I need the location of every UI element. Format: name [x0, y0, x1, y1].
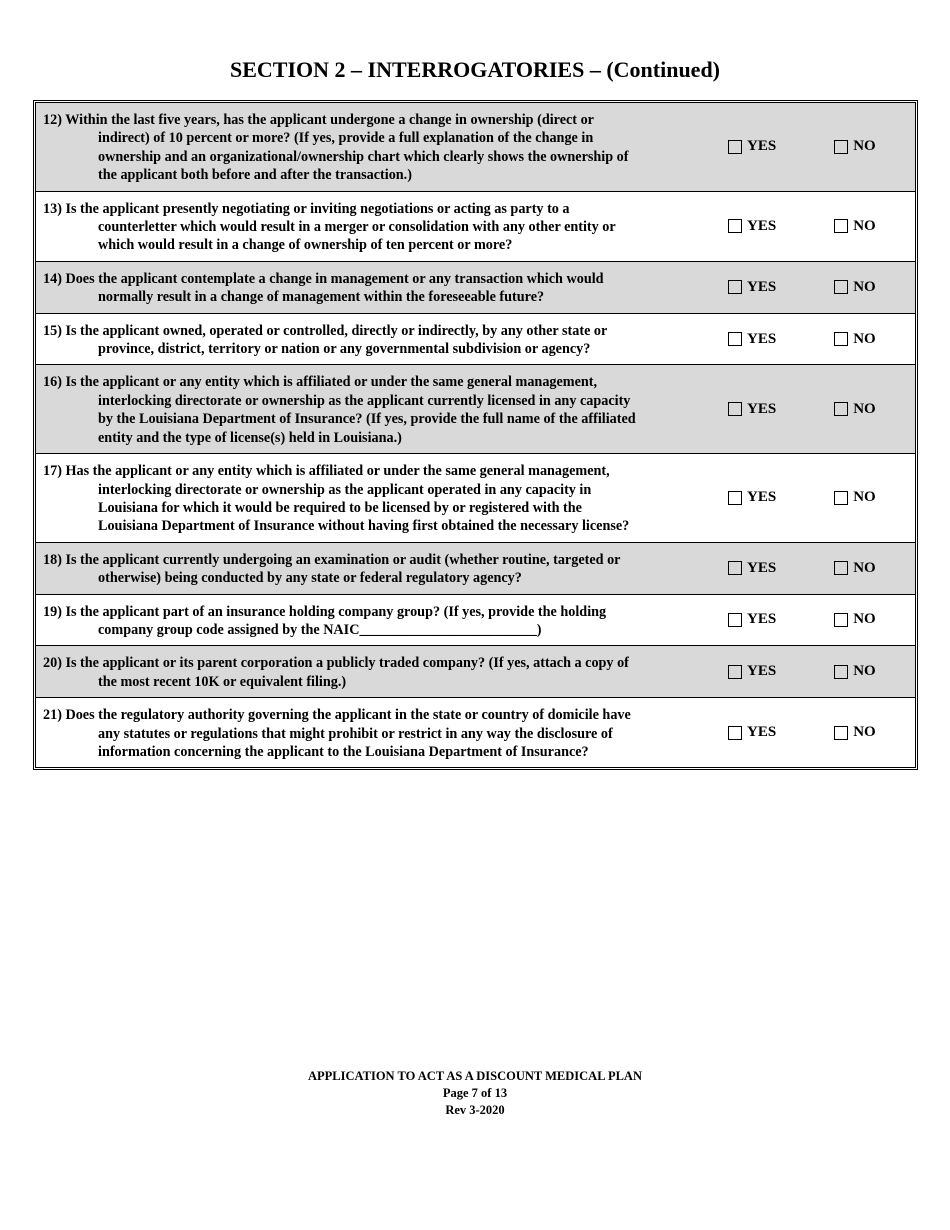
no-option[interactable]: NO — [834, 724, 876, 741]
no-checkbox[interactable] — [834, 665, 848, 679]
yes-option[interactable]: YES — [728, 611, 776, 628]
yes-option[interactable]: YES — [728, 663, 776, 680]
no-checkbox[interactable] — [834, 726, 848, 740]
question-row-13 — [36, 192, 915, 262]
no-option[interactable]: NO — [834, 279, 876, 296]
question-text: 15) Is the applicant owned, operated or controlled, directly or indirectly, by any other state or province, district, territory or nation or any governmental subdivision or agency? — [43, 322, 608, 358]
question-row-19 — [36, 595, 915, 647]
no-checkbox[interactable] — [834, 491, 848, 505]
yes-option[interactable]: YES — [728, 560, 776, 577]
no-option[interactable]: NO — [834, 489, 876, 506]
yes-option[interactable]: YES — [728, 218, 776, 235]
yes-checkbox[interactable] — [728, 219, 742, 233]
question-row-14 — [36, 262, 915, 314]
no-checkbox[interactable] — [834, 280, 848, 294]
answer-options — [688, 611, 915, 628]
yes-checkbox[interactable] — [728, 402, 742, 416]
no-option[interactable]: NO — [834, 401, 876, 418]
question-row-16 — [36, 365, 915, 454]
page-footer — [0, 1068, 950, 1119]
answer-options — [688, 724, 915, 741]
no-option[interactable]: NO — [834, 138, 876, 155]
question-text: 12) Within the last five years, has the applicant undergone a change in ownership (direct or indirect) of 10 percent or more? (If yes, provide a full explanation of the change in ownership and an organizational/ownership chart which clearly shows the ownership of the applicant both before and after the transaction.) — [43, 112, 629, 184]
yes-checkbox[interactable] — [728, 140, 742, 154]
yes-checkbox[interactable] — [728, 613, 742, 627]
yes-option[interactable]: YES — [728, 724, 776, 741]
no-checkbox[interactable] — [834, 561, 848, 575]
question-text: 21) Does the regulatory authority governing the applicant in the state or country of domicile have any statutes or regulations that might prohibit or restrict in any way the disclosure of information concerning the applicant to the Louisiana Department of Insurance? — [43, 707, 631, 760]
answer-options — [688, 138, 915, 155]
interrogatories-table — [33, 100, 918, 770]
question-row-21 — [36, 698, 915, 767]
no-checkbox[interactable] — [834, 332, 848, 346]
yes-option[interactable]: YES — [728, 138, 776, 155]
answer-options — [688, 663, 915, 680]
answer-options — [688, 489, 915, 506]
footer-page-number: Page 7 of 13 — [442, 1086, 508, 1100]
no-option[interactable]: NO — [834, 331, 876, 348]
no-checkbox[interactable] — [834, 219, 848, 233]
footer-revision: Rev 3-2020 — [445, 1103, 505, 1117]
question-text: 20) Is the applicant or its parent corporation a publicly traded company? (If yes, attach a copy of the most recent 10K or equivalent filing.) — [43, 655, 629, 690]
yes-checkbox[interactable] — [728, 665, 742, 679]
yes-option[interactable]: YES — [728, 489, 776, 506]
question-row-20 — [36, 646, 915, 698]
no-option[interactable]: NO — [834, 218, 876, 235]
question-text: 16) Is the applicant or any entity which is affiliated or under the same general management, interlocking directorate or ownership as the applicant currently licensed in any capacity by the Louisiana Department of Insurance? (If yes, provide the full name of the affiliated entity and the type of license(s) held in Louisiana.) — [43, 374, 636, 446]
no-checkbox[interactable] — [834, 402, 848, 416]
yes-checkbox[interactable] — [728, 561, 742, 575]
question-text: 18) Is the applicant currently undergoing an examination or audit (whether routine, targeted or otherwise) being conducted by any state or federal regulatory agency? — [43, 551, 621, 587]
yes-checkbox[interactable] — [728, 280, 742, 294]
question-row-15 — [36, 314, 915, 366]
yes-option[interactable]: YES — [728, 401, 776, 418]
no-checkbox[interactable] — [834, 140, 848, 154]
answer-options — [688, 560, 915, 577]
yes-option[interactable]: YES — [728, 331, 776, 348]
no-option[interactable]: NO — [834, 611, 876, 628]
no-checkbox[interactable] — [834, 613, 848, 627]
answer-options — [688, 279, 915, 296]
question-text: 13) Is the applicant presently negotiating or inviting negotiations or acting as party to a counterletter which would result in a merger or consolidation with any other entity or which would result in a change of ownership of ten percent or more? — [43, 200, 616, 254]
question-text: 14) Does the applicant contemplate a change in management or any transaction which would normally result in a change of management within the foreseeable future? — [43, 270, 604, 306]
no-option[interactable]: NO — [834, 663, 876, 680]
page-title: SECTION 2 – INTERROGATORIES – (Continued) — [229, 57, 720, 82]
yes-checkbox[interactable] — [728, 491, 742, 505]
answer-options — [688, 331, 915, 348]
question-row-18 — [36, 543, 915, 595]
footer-form-title: APPLICATION TO ACT AS A DISCOUNT MEDICAL PLAN — [308, 1069, 642, 1083]
question-text: 19) Is the applicant part of an insurance holding company group? (If yes, provide the holding company group code assigned by the NAIC_________________________) — [43, 603, 607, 638]
question-text: 17) Has the applicant or any entity which is affiliated or under the same general management, interlocking directorate or ownership as the applicant operated in any capacity in Louisiana for which it would be required to be licensed by or registered with the Louisiana Department of Insurance without having first obtained the necessary license? — [43, 463, 630, 535]
question-row-12 — [36, 103, 915, 192]
no-option[interactable]: NO — [834, 560, 876, 577]
question-row-17 — [36, 454, 915, 543]
answer-options — [688, 218, 915, 235]
yes-option[interactable]: YES — [728, 279, 776, 296]
yes-checkbox[interactable] — [728, 726, 742, 740]
yes-checkbox[interactable] — [728, 332, 742, 346]
answer-options — [688, 401, 915, 418]
